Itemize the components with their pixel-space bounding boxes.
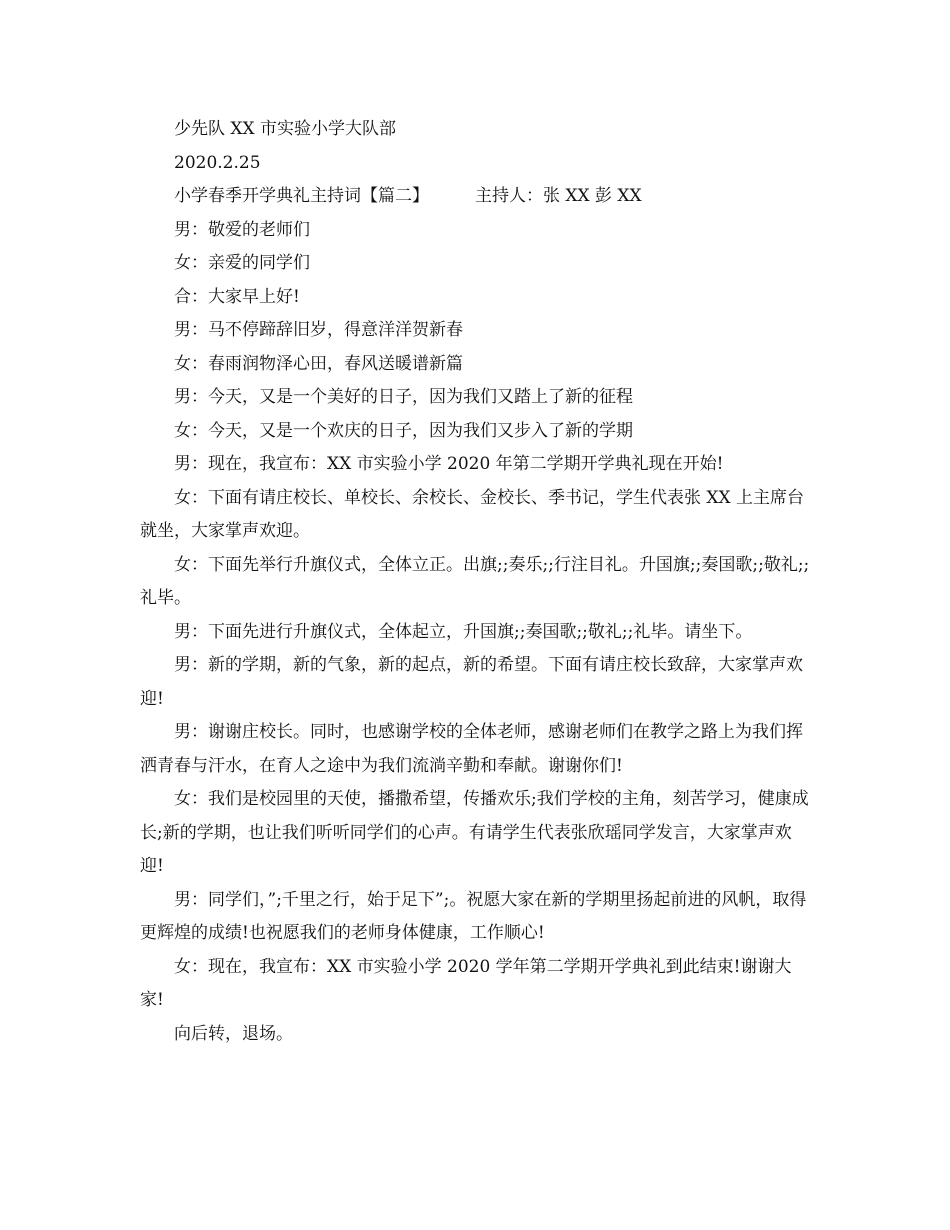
document-body [140,113,812,1051]
paragraph: 女：今天，又是一个欢庆的日子，因为我们又步入了新的学期 [174,420,633,441]
paragraph: 男：马不停蹄辞旧岁，得意洋洋贺新春 [174,320,463,340]
paragraph: 合：大家早上好! [174,286,300,307]
paragraph: 男：现在，我宣布：XX 市实验小学 2020 年第二学期开学典礼现在开始! [174,454,724,474]
paragraph: 男：今天，又是一个美好的日子，因为我们又踏上了新的征程 [174,387,633,407]
paragraph: 女：下面有请庄校长、单校长、余校长、金校长、季书记，学生代表张 XX 上主席台就坐，大家掌声欢迎。 [140,487,805,541]
paragraph: 男：新的学期，新的气象，新的起点，新的希望。下面有请庄校长致辞，大家掌声欢迎! [140,655,803,709]
hosts-line: 主持人：张 XX 彭 XX [475,186,642,206]
paragraph: 男：下面先进行升旗仪式，全体起立，升国旗;;奏国歌;;敬礼;;礼毕。请坐下。 [174,621,753,642]
header-organization: 少先队 XX 市实验小学大队部 [174,119,397,139]
title-line [140,180,812,214]
paragraph: 男：谢谢庄校长。同时，也感谢学校的全体老师，感谢老师们在教学之路上为我们挥洒青春与汗水，在育人之途中为我们流淌辛勤和奉献。谢谢你们! [140,722,803,776]
paragraph: 男：同学们，”;千里之行，始于足下”;。祝愿大家在新的学期里扬起前进的风帆，取得更辉煌的成绩!也祝愿我们的老师身体健康，工作顺心! [140,889,807,943]
header-date: 2020.2.25 [174,152,261,173]
paragraph: 女：我们是校园里的天使，播撒希望，传播欢乐;我们学校的主角，刻苦学习，健康成长;新的学期，也让我们听听同学们的心声。有请学生代表张欣瑶同学发言，大家掌声欢迎! [140,789,809,876]
paragraph: 向后转，退场。 [174,1023,293,1044]
paragraph: 女：下面先举行升旗仪式，全体立正。出旗;;奏乐;;行注目礼。升国旗;;奏国歌;;敬礼;;礼毕。 [140,554,810,608]
paragraph: 女：现在，我宣布：XX 市实验小学 2020 学年第二学期开学典礼到此结束!谢谢大家! [140,956,792,1010]
paragraph: 男：敬爱的老师们 [174,219,310,240]
paragraph: 女：春雨润物泽心田，春风送暖谱新篇 [174,353,463,374]
paragraph: 女：亲爱的同学们 [174,253,310,273]
document-title: 小学春季开学典礼主持词【篇二】 [174,186,429,206]
